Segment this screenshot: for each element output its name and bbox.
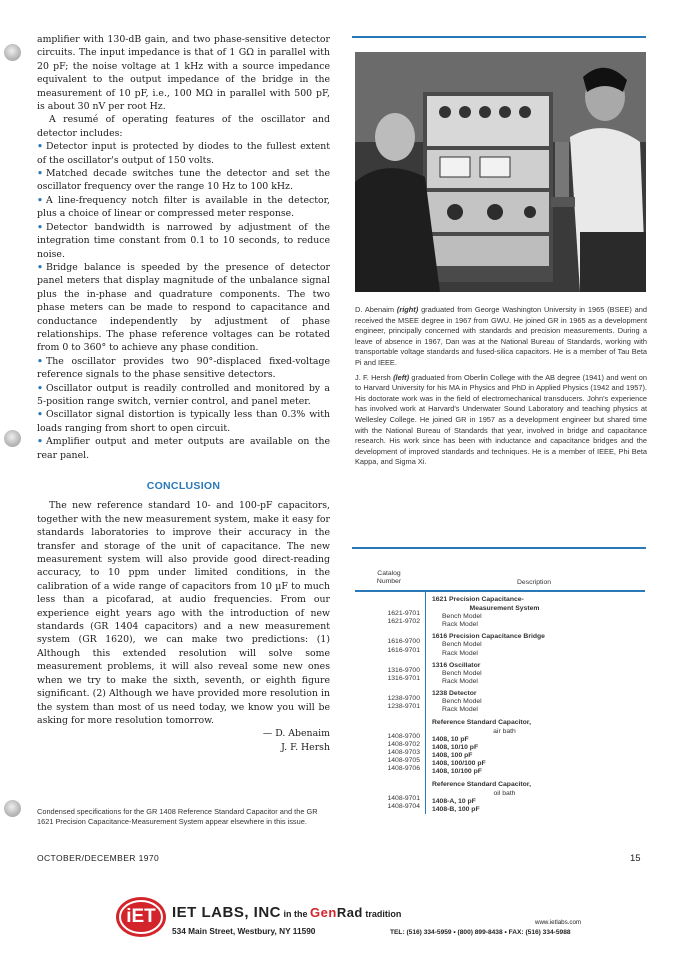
catalog-rule <box>352 547 646 549</box>
bullet-icon: • <box>37 168 43 180</box>
catalog-number: 1238-9701 <box>387 703 420 711</box>
catalog-group-subtitle: Measurement System <box>469 605 540 612</box>
catalog-number: 1616-9701 <box>387 646 420 654</box>
catalog-number: 1316-9701 <box>387 675 420 683</box>
catalog-group-subtitle: oil bath <box>493 789 516 797</box>
page-number: 15 <box>630 853 641 864</box>
authors-photo <box>355 52 646 292</box>
intro-paragraph: amplifier with 130-dB gain, and two phase-sensitive detector circuits. The input impedance is that of 1 GΩ in parallel with 20 pF; the noise voltage at 1 kHz with a source impedance equivalent to the output impedance of the bridge in the measurement of 10 pF, i.e., 100 MΩ in parallel with 500 pF, is about 30 nV per root Hz. <box>37 34 330 113</box>
catalog-item: Rack Model <box>442 649 478 657</box>
feature-bullet: • Oscillator output is readily controlled and monitored by a 5-position range switch, vernier control, and panel meter. <box>37 382 330 407</box>
signature-hersh: J. F. Hersh <box>281 741 330 753</box>
catalog-number: 1408-9700 <box>387 732 420 740</box>
catalog-group-title: 1238 Detector <box>432 690 477 698</box>
catalog-number: 1408-9703 <box>387 749 420 757</box>
catalog-number: 1621-9701 <box>387 610 420 617</box>
bullet-icon: • <box>37 221 43 233</box>
catalog-group-title: 1616 Precision Capacitance Bridge <box>432 633 545 641</box>
bullet-icon: • <box>37 382 43 394</box>
catalog-number: 1621-9702 <box>387 618 420 626</box>
catalog-number-header: Catalog Number <box>376 570 402 585</box>
feature-bullet: • Amplifier output and meter outputs are available on the rear panel. <box>37 436 330 461</box>
website-link[interactable]: www.ietlabs.com <box>535 919 582 926</box>
catalog-item: Rack Model <box>442 678 478 686</box>
catalog-numbers-column <box>355 592 425 814</box>
address: 534 Main Street, Westbury, NY 11590 <box>172 926 316 936</box>
catalog-item: Bench Model <box>442 641 482 649</box>
left-column <box>37 33 330 754</box>
catalog-item: 1408, 100 pF <box>432 752 473 760</box>
feature-bullet: • Matched decade switches tune the detector and set the oscillator frequency over the range 10 Hz to 100 kHz. <box>37 168 330 193</box>
catalog-item: 1408, 10 pF <box>432 735 469 743</box>
catalog-number: 1238-9700 <box>387 695 420 703</box>
feature-bullet: • Detector input is protected by diodes to the fullest extent of the oscillator's output of 150 volts. <box>37 141 330 166</box>
catalog-group-title: Reference Standard Capacitor, <box>432 718 531 726</box>
conclusion-heading: CONCLUSION <box>146 480 221 492</box>
bullet-icon: • <box>37 261 43 273</box>
catalog-number: 1316-9700 <box>387 666 420 674</box>
top-rule <box>352 36 646 38</box>
feature-bullet: • Oscillator signal distortion is typically less than 0.3% with loads ranging from short to open circuit. <box>37 409 330 434</box>
catalog-group-subtitle: air bath <box>493 727 516 735</box>
binder-hole-icon <box>4 44 21 61</box>
bullet-icon: • <box>37 436 43 448</box>
catalog-item: Bench Model <box>442 698 482 706</box>
binder-hole-icon <box>4 800 21 817</box>
catalog-table <box>355 570 645 814</box>
catalog-item: 1408, 10/100 pF <box>432 768 482 776</box>
brand-gen: Gen <box>310 905 337 920</box>
issue-date: OCTOBER/DECEMBER 1970 <box>37 853 160 863</box>
catalog-number: 1408-9705 <box>387 757 420 765</box>
iet-logo-text: iET <box>126 906 156 927</box>
feature-bullet: • The oscillator provides two 90°-displaced fixed-voltage reference signals to the phase sensitive detectors. <box>37 355 330 381</box>
iet-logo-icon <box>115 896 167 938</box>
catalog-number: 1408-9701 <box>387 794 420 802</box>
catalog-item: 1408-B, 100 pF <box>432 805 480 813</box>
catalog-description-header: Description <box>517 579 551 586</box>
catalog-header <box>355 570 645 592</box>
feature-bullet: • Detector bandwidth is narrowed by adjustment of the integration time constant from 0.1 to 10 seconds, to reduce noise. <box>37 221 330 260</box>
conclusion-paragraph: The new reference standard 10- and 100-pF capacitors, together with the new measurement system, make it easy for standards laboratories to improve their accuracy in the transfer and storage of the unit of capacitance. The new measurement system will also provide good direct-reading accuracy, to 10 ppm under limited conditions, in the calibration of a wide range of capacitors from 10 µF to much less than a picofarad, at audio frequencies. From our experience eight years ago with the introduction of new standards (GR 1404 capacitors) and a new measurement system (GR 1620), we can make two predictions: (1) Although this extended resolution will solve some measurement problems, it will also reveal some new ones when we try to make the sixth, seventh, or eighth figure significant. (2) Although we have provided more resolution in the system than most of us need today, we know you will be asking for more resolution tomorrow. <box>37 500 330 726</box>
feature-bullet: • Bridge balance is speeded by the presence of detector panel meters that display magnitude of the unbalance signal plus the in-phase and quadrature components. The two phase meters can be made to respond to capacitance and conductance independently by adjustment of phase relationships. The phase reference voltages can be rotated from 0 to 360° to achieve any phase condition. <box>37 261 330 354</box>
catalog-item: Rack Model <box>442 621 478 629</box>
bullet-icon: • <box>37 141 43 153</box>
catalog-item: Rack Model <box>442 706 478 714</box>
catalog-item: Bench Model <box>442 669 482 677</box>
catalog-group-title: 1621 Precision Capacitance- <box>432 596 524 603</box>
signature-abenaim: — D. Abenaim <box>262 728 330 740</box>
bullet-icon: • <box>37 409 43 421</box>
catalog-item: 1408, 10/10 pF <box>432 743 479 751</box>
catalog-item: Bench Model <box>442 613 482 620</box>
catalog-group-title: 1316 Oscillator <box>432 661 481 669</box>
binder-hole-icon <box>4 430 21 447</box>
spec-note: Condensed specifications for the GR 1408 Reference Standard Capacitor and the GR 1621 Precision Capacitance-Measurement System appear elsewhere in this issue. <box>37 807 318 826</box>
authors-caption <box>355 305 647 472</box>
brand-line: IET LABS, INC in the GenRad tradition <box>172 904 402 921</box>
catalog-descriptions-column <box>425 592 577 814</box>
catalog-number: 1616-9700 <box>387 638 420 646</box>
caption-abenaim: D. Abenaim (right) graduated from George Washington University in 1965 (BSEE) and received the MSEE degree in 1967 from GWU. He joined GR in 1965 as a development engineer, principally concerned with standards and precision measurements. During a leave of absence in 1967, Dan was at the National Bureau of Standards, working with transportable voltage standards and fused-silica capacitors. He is a member of Tau Beta Pi and IEEE. <box>355 305 648 367</box>
bullet-icon: • <box>37 194 43 206</box>
catalog-item: 1408-A, 10 pF <box>432 797 476 805</box>
brand-name: IET LABS, INC <box>172 904 282 921</box>
feature-bullet: • A line-frequency notch filter is available in the detector, plus a choice of linear or compressed meter response. <box>37 194 330 220</box>
catalog-number: 1408-9702 <box>387 740 420 748</box>
catalog-group-title: Reference Standard Capacitor, <box>432 780 531 788</box>
catalog-number: 1408-9706 <box>387 765 420 773</box>
bullet-icon: • <box>37 355 43 367</box>
catalog-item: 1408, 100/100 pF <box>432 760 486 768</box>
resume-paragraph: A resumé of operating features of the oscillator and detector includes: <box>37 114 330 139</box>
catalog-number: 1408-9704 <box>387 802 420 810</box>
caption-hersh: J. F. Hersh (left) graduated from Oberlin College with the AB degree (1941) and went on to Harvard University for his MA in Physics and PhD in Applied Physics (1942 and 1957). His doctorate work was in the field of electromechanical transducers. John's experience has involved work at Harvard's Underwater Sound Laboratory and teaching physics at Wellesley College. He joined GR in 1957 as a development engineer but shared time with the National Bureau of Standards that year, involved in bridge and capacitance research. His work since has been with inductance and capacitance bridges and the development of improved standards and techniques. He is a member of IEEE, Phi Beta Kappa, and Sigma Xi. <box>355 372 647 467</box>
contact-phones: TEL: (516) 334-5959 • (800) 899-8438 • FAX: (516) 334-5988 <box>390 929 571 936</box>
brand-rad: Rad <box>336 905 363 920</box>
